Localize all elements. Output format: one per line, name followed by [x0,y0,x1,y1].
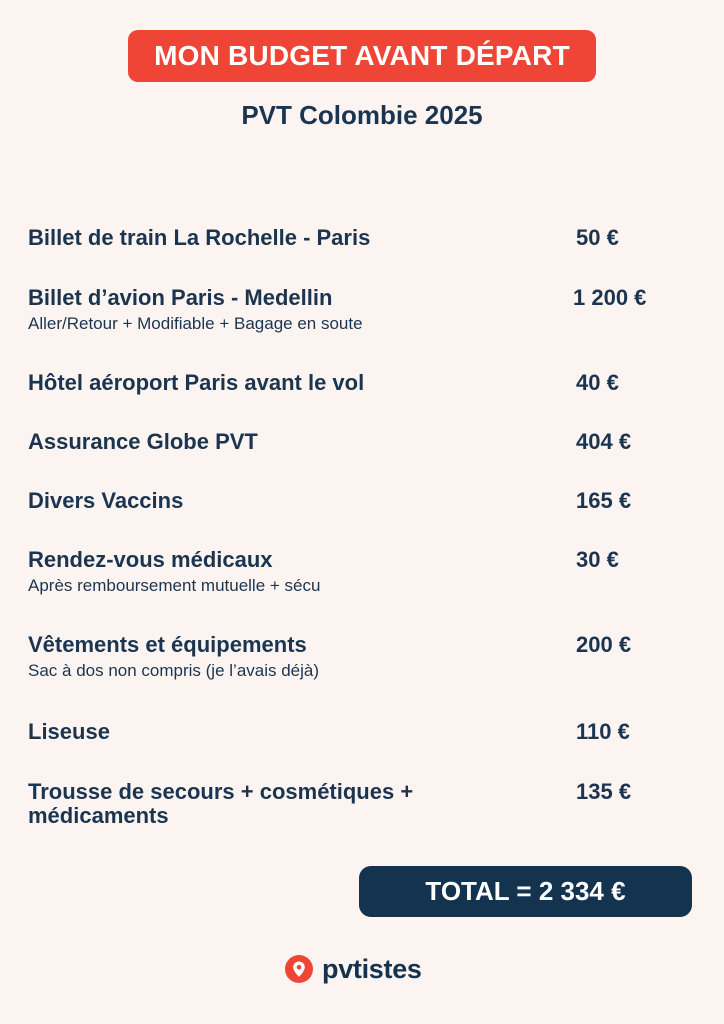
budget-item-insurance [28,430,688,454]
budget-item-amount: 50 € [576,225,619,250]
budget-item-amount: 135 € [576,779,632,804]
budget-item-clothing [28,633,688,682]
budget-item-note: Sac à dos non compris (je l’avais déjà) [28,661,320,680]
page-title-badge [128,30,596,82]
location-pin-icon [284,954,314,984]
budget-item-medical [28,548,688,597]
budget-item-amount: 1 200 € [573,285,647,310]
budget-item-hotel [28,371,688,395]
budget-item-note: Aller/Retour + Modifiable + Bagage en soute [28,314,363,333]
budget-item-label: Liseuse [28,719,110,744]
budget-item-amount: 40 € [576,370,619,395]
budget-item-label: Vêtements et équipements [28,632,307,657]
budget-item-label: Hôtel aéroport Paris avant le vol [28,370,365,395]
budget-item-ereader [28,720,688,744]
budget-item-train [28,226,688,250]
budget-item-amount: 200 € [576,632,632,657]
budget-item-vaccines [28,489,688,513]
page-title: MON BUDGET AVANT DÉPART [154,40,570,71]
total-badge [359,866,692,917]
budget-item-label: Trousse de secours + cosmétiques + médicaments [28,779,414,828]
budget-item-first-aid [28,780,688,828]
budget-item-label: Billet d’avion Paris - Medellin [28,285,333,310]
budget-item-label: Billet de train La Rochelle - Paris [28,225,371,250]
brand-logo [284,952,422,986]
budget-item-label: Assurance Globe PVT [28,429,258,454]
budget-item-amount: 165 € [576,488,632,513]
budget-item-flight [28,286,688,335]
budget-item-note: Après remboursement mutuelle + sécu [28,576,321,595]
total-amount: TOTAL = 2 334 € [425,876,626,906]
budget-item-amount: 30 € [576,547,619,572]
budget-item-amount: 110 € [576,719,630,744]
budget-item-amount: 404 € [576,429,632,454]
brand-name: pvtistes [322,953,422,984]
budget-item-label: Divers Vaccins [28,488,184,513]
budget-item-label: Rendez-vous médicaux [28,547,273,572]
page-subtitle: PVT Colombie 2025 [241,100,483,130]
